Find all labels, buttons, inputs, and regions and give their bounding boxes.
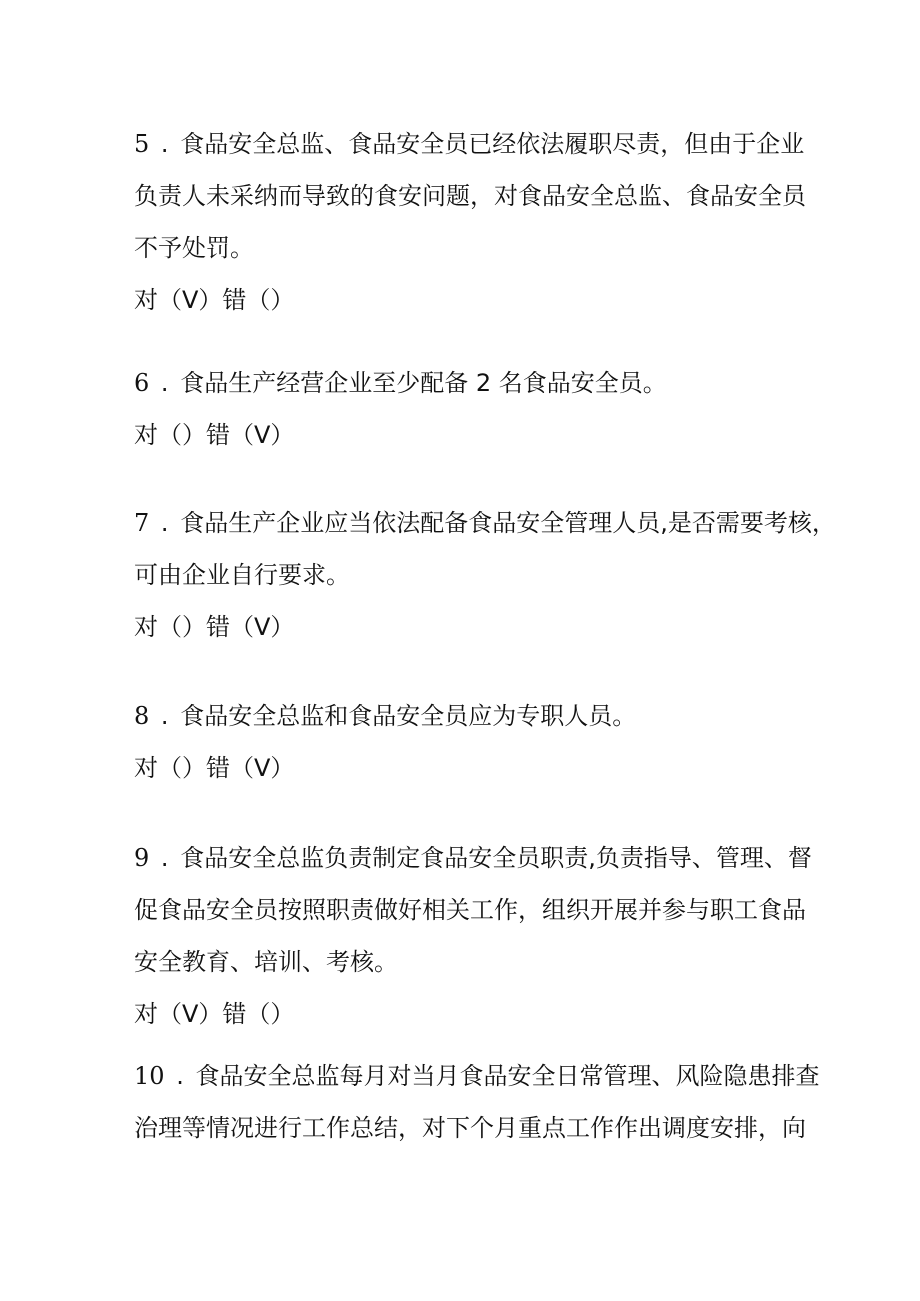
question-text: 食品安全总监负责制定食品安全员职责,负责指导、管理、督 xyxy=(180,844,812,872)
question-number: 6 xyxy=(134,369,150,397)
question-dot: . xyxy=(176,1062,184,1090)
answer-line: 对（）错（V） xyxy=(134,613,295,641)
question-number: 5 xyxy=(134,130,150,158)
question-line: 安全教育、培训、考核。 xyxy=(134,948,398,976)
question-number: 8 xyxy=(134,702,150,730)
question-5 xyxy=(134,118,814,326)
question-9 xyxy=(134,832,814,1040)
question-10 xyxy=(134,1050,820,1154)
question-text: 食品安全总监和食品安全员应为专职人员。 xyxy=(180,702,637,730)
question-text: 食品安全总监、食品安全员已经依法履职尽责，但由于企业 xyxy=(180,130,805,158)
question-number: 9 xyxy=(134,844,150,872)
question-line xyxy=(134,1050,820,1102)
question-dot: . xyxy=(160,702,169,730)
question-dot: . xyxy=(160,130,169,158)
question-line: 不予处罚。 xyxy=(134,234,254,262)
question-number: 10 xyxy=(134,1062,165,1090)
answer-line: 对（）错（V） xyxy=(134,421,295,449)
question-line: 负责人未采纳而导致的食安问题，对食品安全总监、食品安全员 xyxy=(134,182,806,210)
question-dot: . xyxy=(160,509,169,537)
question-line xyxy=(134,357,814,409)
question-text: 食品生产企业应当依法配备食品安全管理人员,是否需要考核， xyxy=(180,509,836,537)
question-line xyxy=(134,690,814,742)
question-line: 促食品安全员按照职责做好相关工作，组织开展并参与职工食品 xyxy=(134,896,806,924)
answer-line: 对（）错（V） xyxy=(134,754,295,782)
question-number: 7 xyxy=(134,509,150,537)
question-dot: . xyxy=(160,844,169,872)
question-line: 治理等情况进行工作总结，对下个月重点工作作出调度安排，向 xyxy=(134,1114,806,1142)
question-line xyxy=(134,118,814,170)
question-line xyxy=(134,832,814,884)
question-6 xyxy=(134,357,814,461)
question-7 xyxy=(134,497,836,653)
answer-line: 对（V）错（） xyxy=(134,286,295,314)
question-text: 食品安全总监每月对当月食品安全日常管理、风险隐患排查 xyxy=(195,1062,820,1090)
question-8 xyxy=(134,690,814,794)
question-dot: . xyxy=(160,369,169,397)
question-line: 可由企业自行要求。 xyxy=(134,561,350,589)
answer-line: 对（V）错（） xyxy=(134,1000,295,1028)
question-line xyxy=(134,497,836,549)
question-text: 食品生产经营企业至少配备 2 名食品安全员。 xyxy=(180,369,667,397)
